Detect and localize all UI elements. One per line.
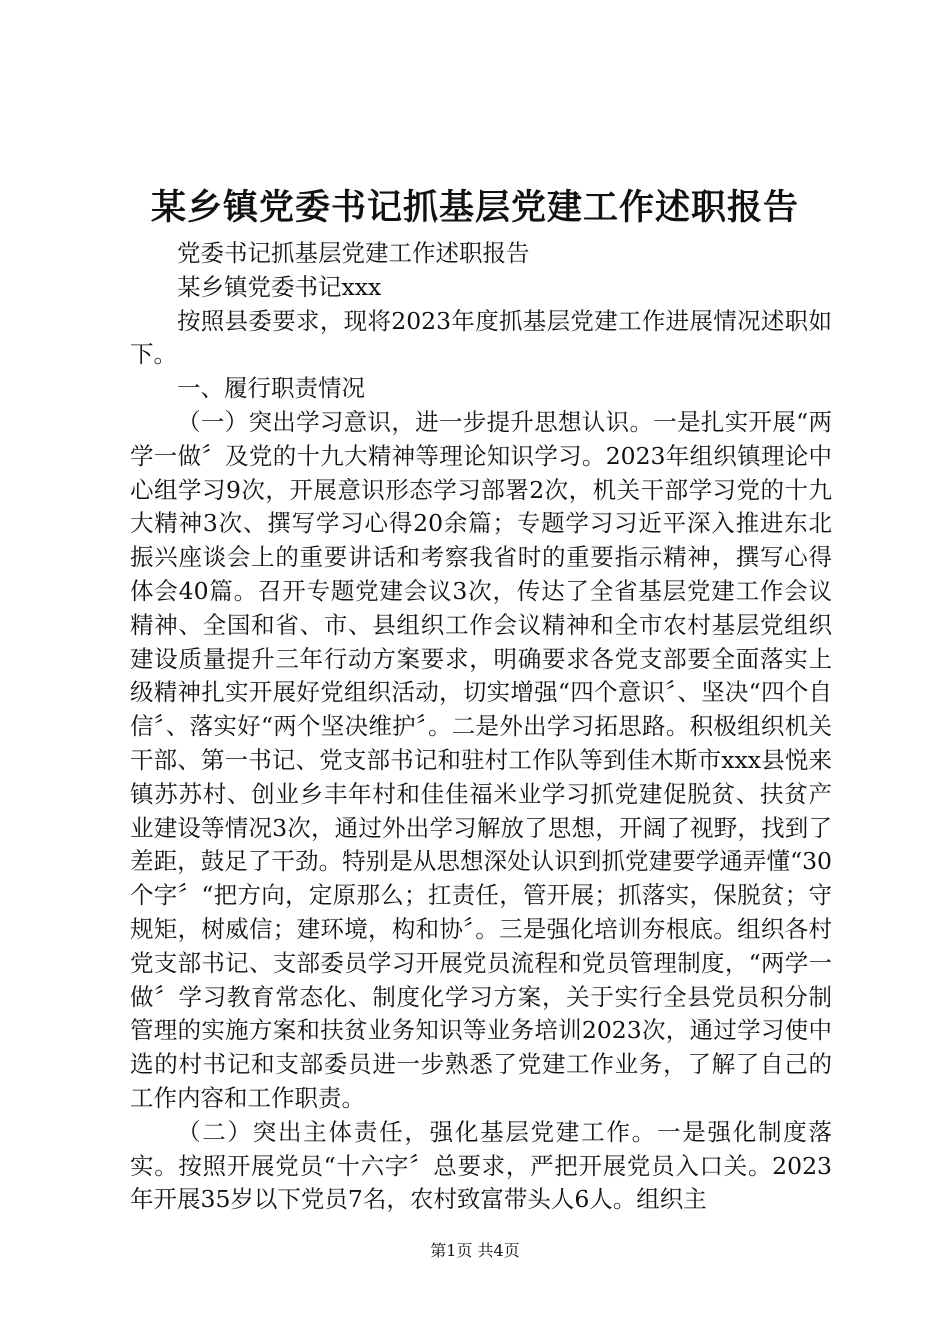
document-body xyxy=(130,237,832,1217)
paragraph-author: 某乡镇党委书记xxx xyxy=(177,272,382,301)
paragraph-section-2: （二）突出主体责任，强化基层党建工作。一是强化制度落实。按照开展党员“十六字〞总要求，严把开展党员入口关。2023年开展35岁以下党员7名，农村致富带头人6人。组织主 xyxy=(130,1117,832,1214)
section-heading: 一、履行职责情况 xyxy=(177,374,365,403)
document-title: 某乡镇党委书记抓基层党建工作述职报告 xyxy=(150,187,799,228)
paragraph-section-1: （一）突出学习意识，进一步提升思想认识。一是扎实开展“两学一做〞及党的十九大精神等理论知识学习。2023年组织镇理论中心组学习9次，开展意识形态学习部署2次，机关干部学习党的十九大精神3次、撰写学习心得20余篇；专题学习习近平深入推进东北振兴座谈会上的重要讲话和考察我省时的重要指示精神，撰写心得体会40篇。召开专题党建会议3次，传达了全省基层党建工作会议精神、全国和省、市、县组织工作会议精神和全市农村基层党组织建设质量提升三年行动方案要求，明确要求各党支部要全面落实上级精神扎实开展好党组织活动，切实增强“四个意识〞、坚决“四个自信〞、落实好“两个坚决维护〞。二是外出学习拓思路。积极组织机关干部、第一书记、党支部书记和驻村工作队等到佳木斯市xxx县悦来镇苏苏村、创业乡丰年村和佳佳福米业学习抓党建促脱贫、扶贫产业建设等情况3次，通过外出学习解放了思想，开阔了视野，找到了差距，鼓足了干劲。特别是从思想深处认识到抓党建要学通弄懂“30个字〞“把方向，定原那么；扛责任，管开展；抓落实，保脱贫；守规矩，树威信；建环境，构和协〞。三是强化培训夯根底。组织各村党支部书记、支部委员学习开展党员流程和党员管理制度，“两学一做〞学习教育常态化、制度化学习方案，关于实行全县党员积分制管理的实施方案和扶贫业务知识等业务培训2023次，通过学习使中选的村书记和支部委员进一步熟悉了党建工作业务，了解了自己的工作内容和工作职责。 xyxy=(130,407,832,1112)
paragraph-intro: 按照县委要求，现将2023年度抓基层党建工作进展情况述职如下。 xyxy=(130,306,832,369)
page-number-footer: 第1页 共4页 xyxy=(430,1241,520,1260)
paragraph-subtitle: 党委书记抓基层党建工作述职报告 xyxy=(177,239,530,267)
